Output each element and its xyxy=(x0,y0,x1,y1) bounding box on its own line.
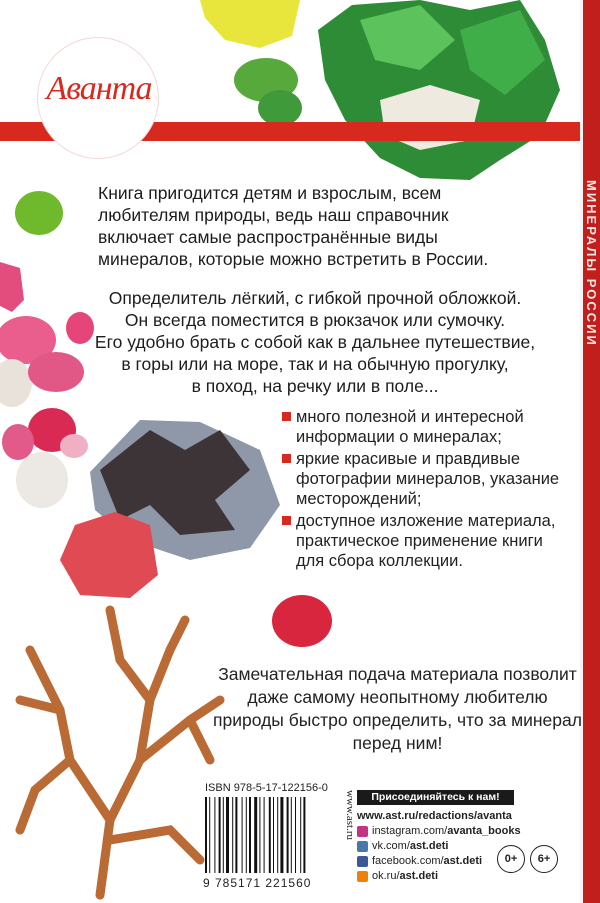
instagram-icon xyxy=(357,826,368,837)
social-link-instagram[interactable]: instagram.com/ avanta_books xyxy=(357,824,521,839)
spine-title: МИНЕРАЛЫ РОССИИ xyxy=(584,180,599,347)
barcode-image xyxy=(203,797,333,875)
vertical-website: www.ast.ru xyxy=(344,790,356,840)
join-us-banner: Присоединяйтесь к нам! xyxy=(357,790,514,805)
social-links xyxy=(357,809,521,884)
isbn-label: ISBN 978-5-17-122156-0 xyxy=(205,782,328,794)
description-line: Его удобно брать с собой как в дальнее путешествие, xyxy=(94,332,536,352)
barcode-number: 9 785171 221560 xyxy=(203,876,312,890)
publisher-logo: Аванта xyxy=(46,70,152,107)
green-pebble-image xyxy=(258,90,302,126)
intro-paragraph: Книга пригодится детям и взрослым, всем любителям природы, ведь наш справочник включает самые распространённые виды минералов, которые можно встретить в России. xyxy=(98,183,489,269)
social-link-ok[interactable]: ok.ru/ ast.deti xyxy=(357,869,521,884)
description-line: в поход, на речку или в поле... xyxy=(191,376,439,396)
bullet-square-icon xyxy=(282,516,291,525)
book-spine xyxy=(583,0,600,903)
publisher-website-link[interactable]: www.ast.ru/redactions/avanta xyxy=(357,810,512,822)
description-line: в горы или на море, так и на обычную прогулку, xyxy=(121,354,509,374)
peridot-image xyxy=(15,191,63,235)
vk-icon xyxy=(357,841,368,852)
feature-list xyxy=(282,407,567,573)
native-copper-image xyxy=(20,610,220,895)
bullet-square-icon xyxy=(282,454,291,463)
social-link-vk[interactable]: vk.com/ ast.deti xyxy=(357,839,521,854)
red-garnet-image xyxy=(60,512,158,598)
feature-item: яркие красивые и правдивые фотографии минералов, указание месторождений; xyxy=(282,449,567,509)
green-crystal-image xyxy=(318,0,560,180)
summary-paragraph: Замечательная подача материала позволит даже самому неопытному любителю природы быстро определить, что за минерал перед ним! xyxy=(213,664,582,753)
ok-icon xyxy=(357,871,368,882)
feature-item: много полезной и интересной информации о минералах; xyxy=(282,407,567,447)
feature-item: доступное изложение материала, практическое применение книги для сбора коллекции. xyxy=(282,511,567,571)
age-rating-badge: 6+ xyxy=(530,845,558,873)
description-line: Он всегда поместится в рюкзачок или сумочку. xyxy=(124,310,506,330)
facebook-icon xyxy=(357,856,368,867)
description-line: Определитель лёгкий, с гибкой прочной обложкой. xyxy=(108,288,522,308)
description-paragraph xyxy=(60,287,570,397)
yellow-sulfur-image xyxy=(200,0,300,48)
social-link-facebook[interactable]: facebook.com/ ast.deti xyxy=(357,854,521,869)
bullet-square-icon xyxy=(282,412,291,421)
red-stone-image xyxy=(272,595,332,647)
age-rating-badge: 0+ xyxy=(497,845,525,873)
